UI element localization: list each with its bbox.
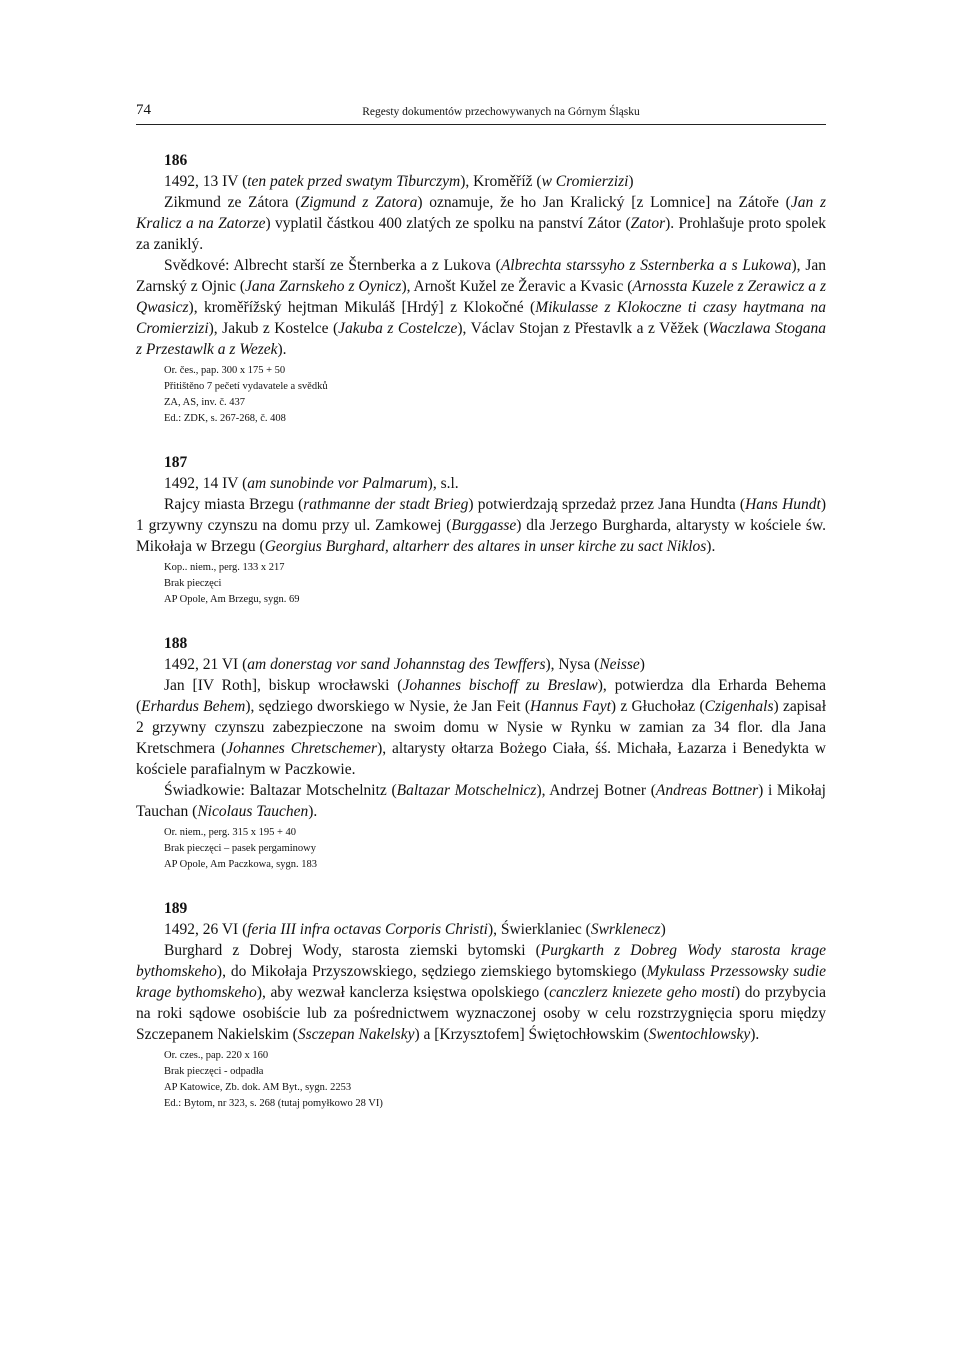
original-wording: Arnossta Kuzele z Zerawicz a z Qwasicz [136, 278, 826, 316]
entry [136, 151, 826, 427]
entry-number: 186 [164, 152, 188, 169]
text-segment: 1492, 14 IV ( [164, 475, 248, 492]
original-wording: Albrechta starssyho z Ssternberka a s Lukowa [500, 257, 792, 274]
original-wording: Neisse [599, 656, 640, 673]
archival-notes [164, 363, 826, 427]
original-wording: Mikulasse z Klokoczne ti czasy haytmana na Cromierzizi [136, 299, 826, 337]
text-segment: ) vyplatil částkou 400 zlatých ze spolku na panství Zátor ( [265, 215, 631, 232]
original-wording: ten patek przed swatym Tiburczym [247, 173, 461, 190]
original-wording: Zator [630, 215, 666, 232]
entry [136, 899, 826, 1112]
text-segment: ) do przybycia na roki sądowe osobiście lub za pośrednictwem wyznaczonej osoby w celu rozstrzygnięcia sporu między Szczepanem Nakielskim ( [136, 984, 826, 1043]
original-wording: Andreas Bottner [655, 782, 759, 799]
original-wording: feria III infra octavas Corporis Christi [247, 921, 488, 938]
original-wording: am sunobinde vor Palmarum [247, 475, 428, 492]
text-segment: ), Jakub z Kostelce ( [208, 320, 339, 337]
original-wording: Waczlawa Stogana z Przestawlk a z Wezek [136, 320, 826, 358]
original-wording: Swentochlowsky [648, 1026, 751, 1043]
text-segment: ), Václav Stojan z Přestavlk a z Věžek ( [457, 320, 709, 337]
text-segment: 1492, 21 VI ( [164, 656, 248, 673]
original-wording: Nicolaus Tauchen [197, 803, 309, 820]
archival-note: AP Opole, Am Brzegu, sygn. 69 [164, 594, 300, 605]
archival-note: Brak pieczęci – pasek pergaminowy [164, 843, 316, 854]
text-segment: ), Nysa ( [545, 656, 600, 673]
original-wording: Johannes Chretschemer [226, 740, 378, 757]
original-wording: Erhardus Behem [141, 698, 246, 715]
original-wording: Hans Hundt [745, 496, 821, 513]
archival-note: Brak pieczęci [164, 578, 222, 589]
archival-notes [164, 825, 826, 873]
entry-paragraph [136, 780, 826, 822]
text-segment: ), Arnošt Kužel ze Žeravic a Kvasic ( [401, 278, 633, 295]
text-segment: ), Andrzej Botner ( [536, 782, 656, 799]
page-header [136, 100, 826, 125]
text-segment: ) dla Jerzego Burgharda, altarysty w kościele św. Mikołaja w Brzegu ( [136, 517, 827, 555]
archival-note: Or. niem., perg. 315 x 195 + 40 [164, 827, 297, 838]
text-segment: ). [750, 1026, 760, 1043]
original-wording: canczlerz kniezete geho mosti [549, 984, 736, 1001]
text-segment: ) 1 grzywny czynszu na domu przy ul. Zamkowej ( [136, 496, 826, 534]
text-segment: ) [639, 656, 645, 673]
original-wording: Ssczepan Nakelsky [297, 1026, 415, 1043]
original-wording: Hannus Fayt [530, 698, 611, 715]
original-wording: w Cromierzizi [541, 173, 629, 190]
original-wording: Jakuba z Costelcze [338, 320, 458, 337]
entry-paragraph [136, 675, 826, 780]
text-segment: ), s.l. [427, 475, 459, 492]
entry-paragraph [136, 255, 826, 360]
text-segment: Zikmund ze Zátora ( [164, 194, 301, 211]
archival-notes [164, 1048, 826, 1112]
entry-date-line [164, 919, 826, 940]
text-segment: ) z Głuchołaz ( [610, 698, 705, 715]
text-segment: Jan [IV Roth], biskup wrocławski ( [164, 677, 403, 694]
text-segment: ), kroměřížský hejtman Mikuláš [Hrdý] z Klokočné ( [188, 299, 536, 316]
text-segment: ), Świerklaniec ( [487, 921, 591, 938]
archival-note: Ed.: Bytom, nr 323, s. 268 (tutaj pomyłkowo 28 VI) [164, 1098, 383, 1109]
archival-note: Přitištěno 7 pečetí vydavatele a svědků [164, 381, 328, 392]
entry-paragraph [136, 494, 826, 557]
entry-date-line [164, 654, 826, 675]
archival-notes [164, 560, 826, 608]
text-segment: ), aby wezwał kanclerza księstwa opolskiego ( [256, 984, 550, 1001]
text-segment: Burghard z Dobrej Wody, starosta ziemski bytomski ( [164, 942, 541, 959]
entry-date-line [164, 171, 826, 192]
text-segment: ), potwierdza dla Erharda Behema ( [136, 677, 826, 715]
text-segment: 1492, 26 VI ( [164, 921, 248, 938]
text-segment: ) i Mikołaj Tauchan ( [136, 782, 826, 820]
text-segment: ) potwierdzają sprzedaż przez Jana Hundta ( [468, 496, 746, 513]
archival-note: Brak pieczęci - odpadła [164, 1066, 264, 1077]
original-wording: rathmanne der stadt Brieg [303, 496, 469, 513]
archival-note: ZA, AS, inv. č. 437 [164, 397, 245, 408]
text-segment: Rajcy miasta Brzegu ( [164, 496, 304, 513]
archival-note: Kop.. niem., perg. 133 x 217 [164, 562, 285, 573]
entries-list [136, 151, 826, 1112]
original-wording: Purgkarth z Dobreg Wody starosta krage bythomskeho [136, 942, 826, 980]
text-segment: Świadkowie: Baltazar Motschelnitz ( [164, 782, 397, 799]
text-segment: ) oznamuje, že ho Jan Kralický [z Lomnice] na Zátoře ( [417, 194, 791, 211]
text-segment: ) [660, 921, 666, 938]
text-segment: ) a [Krzysztofem] Świętochłowskim ( [414, 1026, 649, 1043]
original-wording: Mykulass Przessowsky sudie krage bythomskeho [136, 963, 826, 1001]
document-page [136, 100, 826, 1112]
entry-number: 188 [164, 635, 188, 652]
archival-note: AP Opole, Am Paczkowa, sygn. 183 [164, 859, 318, 870]
page-number: 74 [136, 102, 151, 118]
entry-date-line [164, 473, 826, 494]
text-segment: ). [308, 803, 318, 820]
entry [136, 634, 826, 873]
running-title: Regesty dokumentów przechowywanych na Górnym Śląsku [362, 106, 640, 118]
archival-note: Or. čes., pap. 300 x 175 + 50 [164, 365, 286, 376]
original-wording: Burggasse [451, 517, 517, 534]
text-segment: ), sędziego dworskiego w Nysie, że Jan Feit ( [245, 698, 530, 715]
entry-paragraph [136, 192, 826, 255]
original-wording: Jan z Kralicz a na Zatorze [136, 194, 826, 232]
entry-paragraph [136, 940, 826, 1045]
entry-number: 189 [164, 900, 188, 917]
text-segment: ). [277, 341, 287, 358]
original-wording: Baltazar Motschelnicz [396, 782, 537, 799]
original-wording: Jana Zarnskeho z Oynicz [245, 278, 402, 295]
text-segment: ), Jan Zarnský z Ojnic ( [136, 257, 826, 295]
original-wording: Zigmund z Zatora [300, 194, 418, 211]
original-wording: Georgius Burghard, altarherr des altares in unser kirche zu sact Niklos [264, 538, 707, 555]
original-wording: Swrklenecz [590, 921, 661, 938]
original-wording: Czigenhals [704, 698, 774, 715]
original-wording: Johannes bischoff zu Breslaw [402, 677, 598, 694]
archival-note: AP Katowice, Zb. dok. AM Byt., sygn. 2253 [164, 1082, 352, 1093]
text-segment: Svědkové: Albrecht starší ze Šternberka a z Lukova ( [164, 257, 501, 274]
text-segment: ). [706, 538, 716, 555]
text-segment: ), Kroměříž ( [460, 173, 542, 190]
original-wording: am donerstag vor sand Johannstag des Tewffers [247, 656, 546, 673]
text-segment: 1492, 13 IV ( [164, 173, 248, 190]
text-segment: ) zapisał 2 grzywny czynszu zabezpieczone na swoim domu w Nysie w Rynku w zamian za 34 flor. dla Jana Kretschmera ( [136, 698, 826, 757]
text-segment: ), altarysty ołtarza Bożego Ciała, śś. Michała, Łazarza i Benedykta w kościele parafialnym w Paczkowie. [136, 740, 827, 778]
text-segment: ) [628, 173, 634, 190]
entry [136, 453, 826, 608]
text-segment: ). Prohlašuje proto spolek za zaniklý. [136, 215, 826, 253]
text-segment: ), do Mikołaja Przyszowskiego, sędziego ziemskiego bytomskiego ( [216, 963, 647, 980]
archival-note: Ed.: ZDK, s. 267-268, č. 408 [164, 413, 286, 424]
entry-number: 187 [164, 454, 188, 471]
archival-note: Or. czes., pap. 220 x 160 [164, 1050, 269, 1061]
